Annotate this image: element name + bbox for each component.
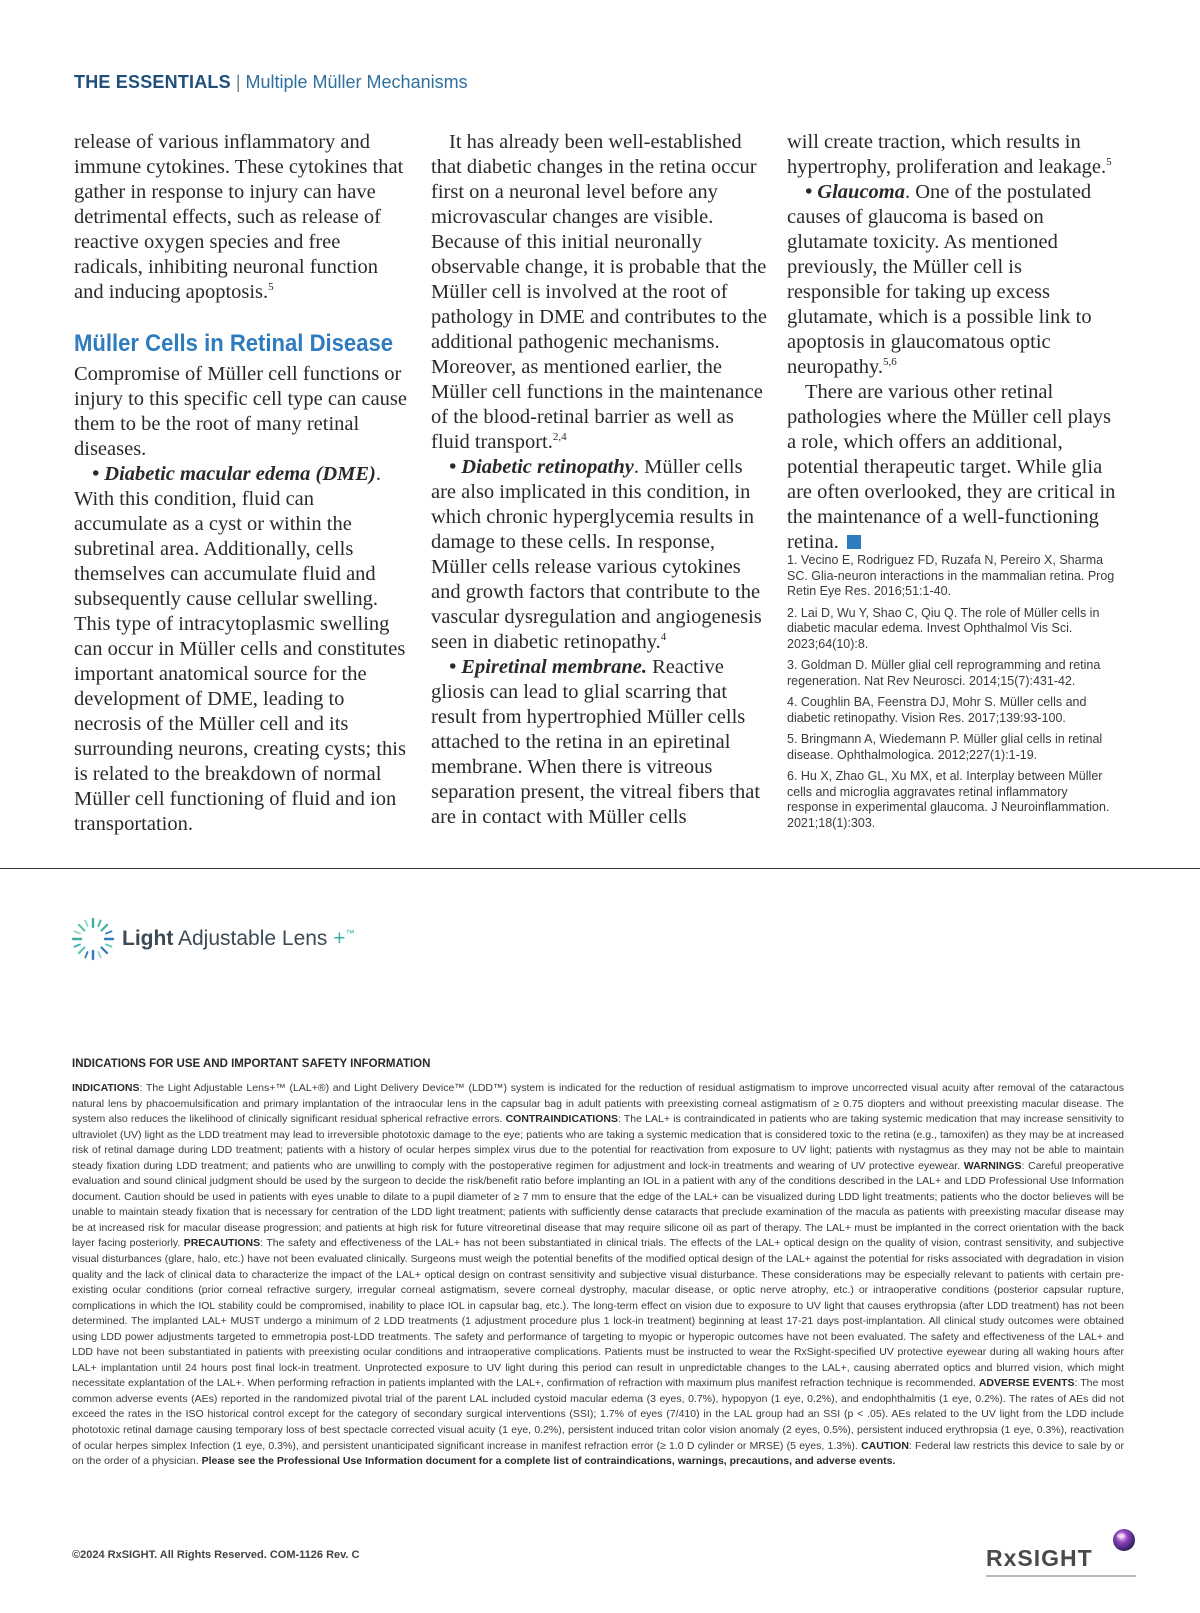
isi-label-adverse-events: ADVERSE EVENTS	[978, 1377, 1075, 1390]
article-column-1	[74, 130, 409, 837]
ad-divider	[0, 868, 1200, 869]
glaucoma-paragraph: • Glaucoma. One of the postulated causes of glaucoma is based on glutamate toxicity. As mentioned previously, the Müller cell is responsible for taking up excess glutamate, which is a possible link to apoptosis in glaucomatous optic neuropathy.$^{5,6}$	[787, 181, 1092, 378]
isi-closing-statement: Please see the Professional Use Information document for a complete list of contraindications, warnings, precautions, and adverse events.	[201, 1455, 896, 1468]
isi-body: INDICATIONS: The Light Adjustable Lens+™ (LAL+®) and Light Delivery Device™ (LDD™) system is indicated for the reduction of residual astigmatism to improve uncorrected visual acuity after removal of the cataractous natural lens by phacoemulsification and primary implantation of the intraocular lens in the capsular bag in adult patients with preexisting corneal astigmatism of ≥ 0.75 diopters and without preexisting macular disease. The system also reduces the likelihood of clinically significant residual spherical refractive errors. CONTRAINDICATIONS: The LAL+ is contraindicated in patients who are taking systemic medication that may increase sensitivity to ultraviolet (UV) light as the LDD treatment may lead to irreversible phototoxic damage to the eye; patients who are taking a systemic medication that is considered toxic to the retina (e.g., tamoxifen) as they may be at increased risk of retinal damage during LDD treatment; patients with a history of ocular herpes simplex virus due to the potential for reactivation from exposure to UV light; patients with nystagmus as they may not be able to maintain steady fixation during LDD treatment; and patients who are unwilling to comply with the postoperative regimen for adjustment and lock-in treatments and wearing of UV protective eyewear. WARNINGS: Careful preoperative evaluation and sound clinical judgment should be used by the surgeon to decide the risk/benefit ratio before implanting an IOL in a patient with any of the conditions described in the LAL+ and LDD Professional Use Information document. Caution should be used in patients with eyes unable to dilate to a pupil diameter of ≥ 7 mm to ensure that the edge of the LAL+ can be visualized during LDD light treatments; patients who the doctor believes will be unable to maintain steady fixation that is necessary for centration of the LDD light treatment; patients with sufficiently dense cataracts that preclude examination of the macula as patients with preexisting macular disease may be at increased risk for macular disease progression; and patients at high risk for future vitreoretinal disease that may require silicone oil as part of therapy. The LAL+ must be implanted in the correct orientation with the back layer facing posteriorly. PRECAUTIONS: The safety and effectiveness of the LAL+ has not been substantiated in clinical trials. The effects of the LAL+ optical design on the quality of vision, contrast sensitivity, and subjective visual disturbances (glare, halo, etc.) have not been evaluated clinically. Surgeons must weigh the potential benefits of the modified optical design of the LAL+ against the potential for risks associated with degradation in vision quality and the lack of clinical data to characterize the impact of the LAL+ optical design on contrast sensitivity and subjective visual disturbance. These considerations may be especially relevant to patients with certain pre-existing ocular conditions (prior corneal refractive surgery, irregular corneal astigmatism, severe corneal dystrophy, macular disease, or optic nerve atrophy, etc.) or intraoperative conditions (posterior capsular rupture, complications in which the IOL stability could be compromised, inability to place IOL in capsular bag, etc.). The long-term effect on vision due to exposure to UV light that causes erythropsia (after LDD treatment) has not been determined. The implanted LAL+ MUST undergo a minimum of 2 LDD treatments (1 adjustment procedure plus 1 lock-in treatment) beginning at least 17-21 days post-implantation. All clinical study outcomes were obtained using LDD power adjustments targeted to emmetropia post-LDD treatments. The safety and performance of targeting to myopic or hyperopic outcomes have not been evaluated. The safety and effectiveness of the LAL+ and LDD have not been substantiated in patients with preexisting ocular conditions and intraoperative complications. Patients must be instructed to wear the RxSight-specified UV protective eyewear during all waking hours after LAL+ implantation until 24 hours post final lock-in treatment. Unprotected exposure to UV light during this period can result in unpredictable changes to the LAL+, causing aberrated optics and blurred vision, which might necessitate explantation of the LAL+. When performing refraction in patients implanted with the LAL+, confirmation of refraction with maximum plus manifest refraction technique is recommended. ADVERSE EVENTS: The most common adverse events (AEs) reported in the randomized pivotal trial of the parent LAL included cystoid macular edema (3 eyes, 0.7%), hypopyon (1 eye, 0.2%), and endophthalmitis (1 eye, 0.2%). The rates of AEs did not exceed the rates in the ISO historical control except for the category of secondary surgical interventions (SSI); 1.7% of eyes (7/410) in the LAL group had an SSI (p < .05). AEs related to the UV light from the LDD include phototoxic retinal damage causing temporary loss of best spectacle corrected visual acuity (1 eye, 0.2%), persistent induced tritan color vision anomaly (2 eyes, 0.5%), persistent induced erythropsia (1 eye, 0.3%), reactivation of ocular herpes simplex Infection (1 eye, 0.3%), and persistent unanticipated significant increase in manifest refraction error (≥ 1.0 D cylinder or MRSE) (5 eyes, 1.3%). CAUTION: Federal law restricts this device to sale by or on the order of a physician. Please see the Professional Use Information document for a complete list of contraindications, warnings, precautions, and adverse events.	[72, 1082, 1125, 1468]
end-of-article-mark	[847, 535, 861, 549]
isi-label-caution: CAUTION	[861, 1439, 909, 1452]
col3-paragraph-2: There are various other retinal pathologies where the Müller cell plays a role, which offers an additional, potential therapeutic target. While glia are often overlooked, they are critical in the maintenance of a well-functioning retina.	[787, 381, 1116, 553]
citation-superscript: 5	[268, 281, 274, 293]
dr-term: • Diabetic retinopathy	[449, 456, 634, 478]
isi-label-precautions: PRECAUTIONS	[183, 1237, 261, 1250]
reference-item: 4. Coughlin BA, Feenstra DJ, Mohr S. Müller cells and diabetic retinopathy. Vision Res. 2017;139:93-100.	[787, 695, 1087, 725]
reference-item: 1. Vecino E, Rodriguez FD, Ruzafa N, Pereiro X, Sharma SC. Glia-neuron interactions in the mammalian retina. Prog Retin Eye Res. 2016;51:1-40.	[787, 553, 1115, 598]
running-head-separator: |	[235, 72, 241, 92]
citation-superscript: 4	[660, 631, 667, 643]
dr-paragraph: • Diabetic retinopathy. Müller cells are also implicated in this condition, in which chronic hyperglycemia results in damage to these cells. In response, Müller cells release various cytokines and growth factors that contribute to the vascular dysregulation and angiogenesis seen in diabetic retinopathy.$^4$	[431, 456, 762, 653]
logo-underline	[986, 1575, 1136, 1577]
article-column-2	[431, 130, 769, 830]
col1-paragraph-2: Compromise of Müller cell functions or injury to this specific cell type can cause them to be the root of many retinal diseases.	[74, 363, 408, 460]
reference-item: 6. Hu X, Zhao GL, Xu MX, et al. Interplay between Müller cells and microglia aggravates retinal inflammatory response in experimental glaucoma. J Neuroinflammation. 2021;18(1):303.	[787, 769, 1110, 830]
article-column-3	[787, 130, 1117, 555]
orb-icon	[1111, 1527, 1137, 1553]
dme-paragraph: • Diabetic macular edema (DME). With this condition, fluid can accumulate as a cyst or within the subretinal area. Additionally, cells themselves can accumulate fluid and subsequently cause cellular swelling. This type of intracytoplasmic swelling can occur in Müller cells and constitutes important anatomical source for the development of DME, leading to necrosis of the Müller cell and its surrounding neurons, creating cysts; this is related to the breakdown of normal Müller cell functioning of fluid and ion transportation.	[74, 463, 406, 835]
logo-wordmark: Light Adjustable Lens +™	[122, 927, 355, 950]
reference-item: 2. Lai D, Wu Y, Shao C, Qiu Q. The role of Müller cells in diabetic macular edema. Invest Ophthalmol Vis Sci. 2023;64(10):8.	[787, 605, 1100, 651]
dme-term: • Diabetic macular edema (DME)	[92, 463, 376, 485]
article-subtitle: Multiple Müller Mechanisms	[245, 72, 468, 92]
light-adjustable-lens-logo	[70, 916, 355, 962]
rxsight-wordmark: RxSIGHT	[986, 1545, 1093, 1571]
citation-superscript: 2,4	[552, 431, 567, 443]
section-brand: THE ESSENTIALS	[74, 72, 231, 92]
isi-label-warnings: WARNINGS	[963, 1159, 1022, 1172]
isi-label-indications: INDICATIONS	[72, 1082, 140, 1094]
rxsight-logo	[986, 1525, 1136, 1585]
section-heading: Müller Cells in Retinal Disease	[74, 330, 394, 357]
col2-paragraph-1: It has already been well-established that diabetic changes in the retina occur first on a neuronal level before any microvascular changes are visible. Because of this initial neuronally observable change, it is probable that the Müller cell is involved at the root of pathology in DME and contributes to the additional pathogenic mechanisms. Moreover, as mentioned earlier, the Müller cell functions in the maintenance of the blood-retinal barrier as well as fluid transport.$^{2,4}$	[431, 131, 767, 453]
glaucoma-term: • Glaucoma	[805, 181, 905, 203]
reference-item: 5. Bringmann A, Wiedemann P. Müller glial cells in retinal disease. Ophthalmologica. 2012;227(1):1-19.	[787, 732, 1103, 762]
isi-label-contraindications: CONTRAINDICATIONS	[505, 1113, 618, 1126]
reference-list	[787, 553, 1117, 837]
erm-term: • Epiretinal membrane.	[449, 656, 647, 678]
col3-paragraph-1: will create traction, which results in hypertrophy, proliferation and leakage.$^5$	[787, 131, 1112, 178]
col1-paragraph-1: release of various inflammatory and immune cytokines. These cytokines that gather in response to injury can have detrimental effects, such as release of reactive oxygen species and free radicals, inhibiting neuronal function and inducing apoptosis.$^5$	[74, 131, 404, 303]
light-burst-icon	[70, 916, 116, 962]
isi-title: INDICATIONS FOR USE AND IMPORTANT SAFETY INFORMATION	[72, 1058, 431, 1070]
reference-item: 3. Goldman D. Müller glial cell reprogramming and retina regeneration. Nat Rev Neurosci. 2014;15(7):431-42.	[787, 658, 1101, 688]
erm-paragraph: • Epiretinal membrane. Reactive gliosis can lead to glial scarring that result from hypertrophied Müller cells attached to the retina in an epiretinal membrane. When there is vitreous separation present, the vitreal fibers that are in contact with Müller cells	[431, 656, 761, 828]
citation-superscript: 5	[1106, 156, 1112, 168]
copyright-notice: ©2024 RxSIGHT. All Rights Reserved. COM-1126 Rev. C	[72, 1549, 360, 1561]
citation-superscript: 5,6	[883, 356, 897, 368]
running-head	[74, 72, 468, 93]
